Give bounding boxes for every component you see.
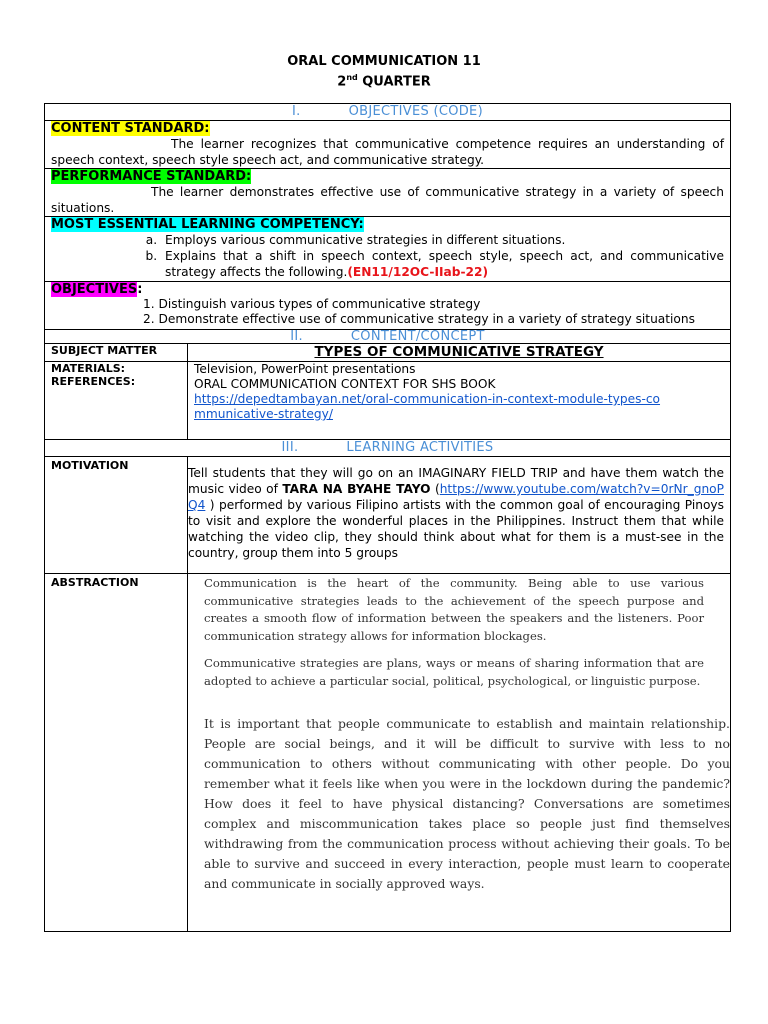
quarter-title [0,70,768,90]
quarter-word: QUARTER [357,74,431,90]
activities-section-header [45,440,731,457]
materials-label-cell [45,362,188,440]
motivation-text-part: Tell students that they will go on an IMAGINARY FIELD TRIP and have them watch the music video of [188,466,724,496]
motivation-cell [188,457,731,574]
objectives-cell [45,282,731,330]
objectives-row [45,282,731,330]
references-label: REFERENCES: [51,375,136,388]
motivation-text [188,465,724,561]
page-header [0,54,768,90]
section-title: OBJECTIVES (CODE) [348,104,483,119]
subject-matter-row [45,344,731,362]
lesson-plan-table [44,103,731,932]
melc-list [51,232,724,280]
motivation-text-part: ) performed by various Filipino artists with the common goal of encouraging Pinoys to visit and explore the wonderful places in the Philippines. Instruct them that while watching the video clip, they should think about what for them is a must-see in the country, group them into 5 groups [188,498,724,560]
objectives-colon: : [137,282,143,297]
performance-standard-cell [45,169,731,217]
content-standard-row [45,121,731,169]
melc-item-text: Explains that a shift in speech context, speech style, speech act, and communicative strategy affects the following. [165,249,724,279]
content-section-header [45,330,731,344]
subject-matter-value: TYPES OF COMMUNICATIVE STRATEGY [188,344,731,362]
materials-text: Television, PowerPoint presentations [194,362,416,376]
objectives-label: OBJECTIVES [51,282,138,297]
materials-label: MATERIALS: [51,362,126,375]
abstraction-paragraph: Communication is the heart of the community. Being able to use various communicative strategies leads to the achievement of the speech purpose and creates a smooth flow of information between the speakers and the listeners. Poor communication strategy allows for information blockages. [204,576,704,643]
quarter-ordinal: nd [346,73,358,82]
references-text: ORAL COMMUNICATION CONTEXT FOR SHS BOOK [194,377,496,391]
performance-standard-text: The learner demonstrates effective use of communicative strategy in a variety of speech situations. [51,185,724,215]
section-number: III. [281,440,299,455]
section-title: CONTENT/CONCEPT [350,329,485,344]
motivation-text-part: ( [430,482,440,496]
melc-cell [45,217,731,282]
objectives-section-header-row [45,104,731,121]
content-standard-text: The learner recognizes that communicative competence requires an understanding of speech context, speech style speech act, and communicative strategy. [51,137,724,167]
section-number: I. [292,104,301,119]
melc-item: a. Employs various communicative strategies in different situations. [161,232,724,248]
abstraction-row [45,574,731,932]
abstraction-paragraph: It is important that people communicate to establish and maintain relationship. People are social beings, and it will be difficult to survive with less to no communication to others without communicating with other people. Do you remember what it feels like when you were in the lockdown during the pandemic? How does it feel to have physical distancing? Conversations are sometimes complex and miscommunication takes place so people just find themselves withdrawing from the communication process without achieving their goals. To be able to survive and succeed in every interaction, people must learn to cooperate and communicate in socially approved ways. [204,716,730,891]
section-title: LEARNING ACTIVITIES [346,440,494,455]
references-link-text[interactable]: https://depedtambayan.net/oral-communication-in-context-module-types-communicative-strategy/ [194,392,661,421]
objective-item: 1. Distinguish various types of communicative strategy [143,297,481,311]
activities-section-header-row [45,440,731,457]
song-title: TARA NA BYAHE TAYO [282,482,431,496]
objective-item: 2. Demonstrate effective use of communicative strategy in a variety of strategy situations [143,312,695,326]
references-link[interactable] [194,392,664,422]
materials-row [45,362,731,440]
objectives-section-header [45,104,731,121]
content-standard-label: CONTENT STANDARD: [51,121,210,136]
quarter-number: 2 [337,74,347,90]
competency-code: (EN11/12OC-IIab-22) [347,265,489,279]
content-standard-cell [45,121,731,169]
abstraction-paragraph: Communicative strategies are plans, ways or means of sharing information that are adopted to achieve a particular social, political, psychological, or linguistic purpose. [204,656,704,688]
page-title: ORAL COMMUNICATION 11 [287,54,481,69]
abstraction-cell [188,574,731,932]
materials-cell [188,362,731,440]
melc-row [45,217,731,282]
subject-matter-label: SUBJECT MATTER [45,344,188,362]
section-number: II. [290,329,303,344]
melc-label: MOST ESSENTIAL LEARNING COMPETENCY: [51,217,364,232]
motivation-label: MOTIVATION [45,457,188,574]
performance-standard-label: PERFORMANCE STANDARD: [51,169,252,184]
objectives-list [51,297,724,327]
content-section-header-row [45,330,731,344]
abstraction-label: ABSTRACTION [45,574,188,932]
performance-standard-row [45,169,731,217]
video-link[interactable]: https://www.youtube.com/watch?v=0rNr_gnoPQ4 [188,482,724,512]
motivation-row [45,457,731,574]
melc-item [161,248,724,280]
